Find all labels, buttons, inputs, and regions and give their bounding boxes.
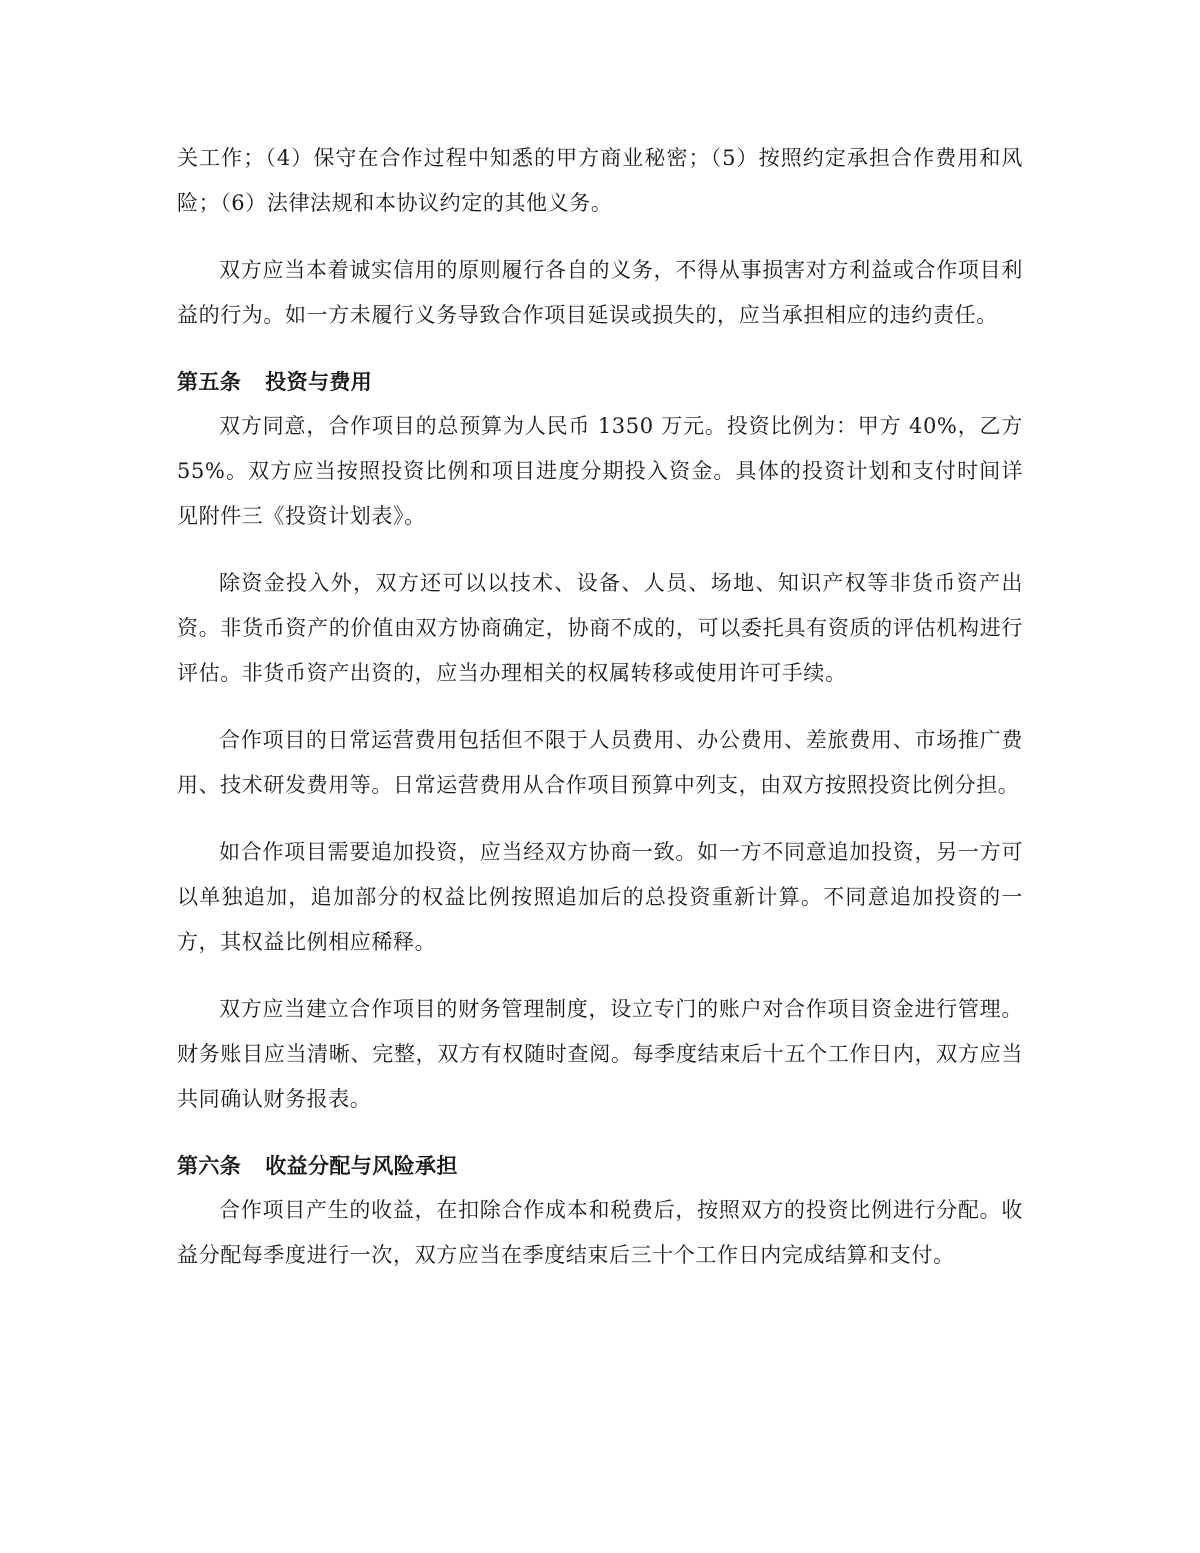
section-number: 第五条 — [177, 370, 242, 394]
paragraph-financial-management: 双方应当建立合作项目的财务管理制度，设立专门的账户对合作项目资金进行管理。财务账目应当清晰、完整，双方有权随时查阅。每季度结束后十五个工作日内，双方应当共同确认财务报表。 — [177, 997, 1023, 1111]
section-heading-article-5 — [177, 360, 1023, 404]
paragraph-budget: 双方同意，合作项目的总预算为人民币 1350 万元。投资比例为：甲方 40%，乙方 55%。双方应当按照投资比例和项目进度分期投入资金。具体的投资计划和支付时间详见附件三《投资计划表》。 — [177, 414, 1023, 528]
document-body — [177, 136, 1023, 1300]
paragraph-additional-investment: 如合作项目需要追加投资，应当经双方协商一致。如一方不同意追加投资，另一方可以单独追加，追加部分的权益比例按照追加后的总投资重新计算。不同意追加投资的一方，其权益比例相应稀释。 — [177, 840, 1023, 954]
section-heading-article-6 — [177, 1144, 1023, 1188]
paragraph-profit-distribution: 合作项目产生的收益，在扣除合作成本和税费后，按照双方的投资比例进行分配。收益分配每季度进行一次，双方应当在季度结束后三十个工作日内完成结算和支付。 — [177, 1198, 1023, 1267]
section-number: 第六条 — [177, 1154, 242, 1178]
section-title: 投资与费用 — [265, 370, 373, 394]
section-title: 收益分配与风险承担 — [265, 1154, 458, 1178]
paragraph-operating-costs: 合作项目的日常运营费用包括但不限于人员费用、办公费用、差旅费用、市场推广费用、技术研发费用等。日常运营费用从合作项目预算中列支，由双方按照投资比例分担。 — [177, 728, 1023, 797]
paragraph-continued-obligations: 关工作；（4）保守在合作过程中知悉的甲方商业秘密；（5）按照约定承担合作费用和风险；（6）法律法规和本协议约定的其他义务。 — [177, 146, 1023, 215]
paragraph-good-faith: 双方应当本着诚实信用的原则履行各自的义务，不得从事损害对方利益或合作项目利益的行为。如一方未履行义务导致合作项目延误或损失的，应当承担相应的违约责任。 — [177, 258, 1023, 327]
paragraph-non-monetary-assets: 除资金投入外，双方还可以以技术、设备、人员、场地、知识产权等非货币资产出资。非货币资产的价值由双方协商确定，协商不成的，可以委托具有资质的评估机构进行评估。非货币资产出资的，应当办理相关的权属转移或使用许可手续。 — [177, 571, 1023, 685]
